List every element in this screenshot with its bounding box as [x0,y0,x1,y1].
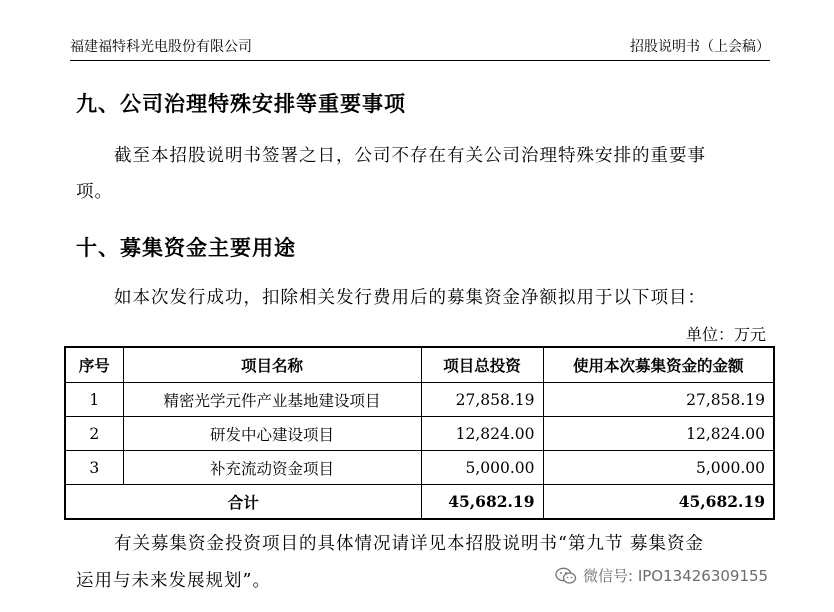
wechat-watermark [555,565,768,586]
header-raised-funds: 使用本次募集资金的金额 [543,347,774,383]
table-row [65,451,774,485]
page-header [70,30,770,61]
total-raised-funds: 45,682.19 [543,485,774,520]
row-project-name: 精密光学元件产业基地建设项目 [123,383,421,417]
section9-paragraph-line2: 项。 [76,182,113,202]
row-seq: 1 [65,383,123,417]
row-project-name: 研发中心建设项目 [123,417,421,451]
closing-paragraph-line2: 运用与未来发展规划”。 [76,571,271,591]
header-doc-title: 招股说明书（上会稿） [630,39,770,55]
section9-paragraph-line1: 截至本招股说明书签署之日，公司不存在有关公司治理特殊安排的重要事 [114,146,706,166]
total-investment: 45,682.19 [421,485,543,520]
closing-paragraph-line1: 有关募集资金投资项目的具体情况请详见本招股说明书“第九节 募集资金 [114,534,705,554]
row-raised-funds: 27,858.19 [543,383,774,417]
table-total-row [65,485,774,520]
table-row [65,417,774,451]
funds-usage-table [64,346,775,520]
row-seq: 2 [65,417,123,451]
unit-label: 单位：万元 [685,325,766,344]
total-label: 合计 [65,485,421,520]
section10-heading: 十、募集资金主要用途 [76,236,296,260]
wechat-icon [555,567,577,585]
header-seq: 序号 [65,347,123,383]
row-total-investment: 5,000.00 [421,451,543,485]
row-project-name: 补充流动资金项目 [123,451,421,485]
section10-intro: 如本次发行成功，扣除相关发行费用后的募集资金净额拟用于以下项目： [114,288,706,308]
row-seq: 3 [65,451,123,485]
watermark-text: 微信号: IPO13426309155 [583,567,769,585]
header-total-investment: 项目总投资 [421,347,543,383]
row-total-investment: 27,858.19 [421,383,543,417]
table-header-row [65,347,774,383]
section9-heading: 九、公司治理特殊安排等重要事项 [76,92,406,116]
row-raised-funds: 12,824.00 [543,417,774,451]
header-company: 福建福特科光电股份有限公司 [70,39,252,55]
row-raised-funds: 5,000.00 [543,451,774,485]
header-project-name: 项目名称 [123,347,421,383]
row-total-investment: 12,824.00 [421,417,543,451]
table-row [65,383,774,417]
